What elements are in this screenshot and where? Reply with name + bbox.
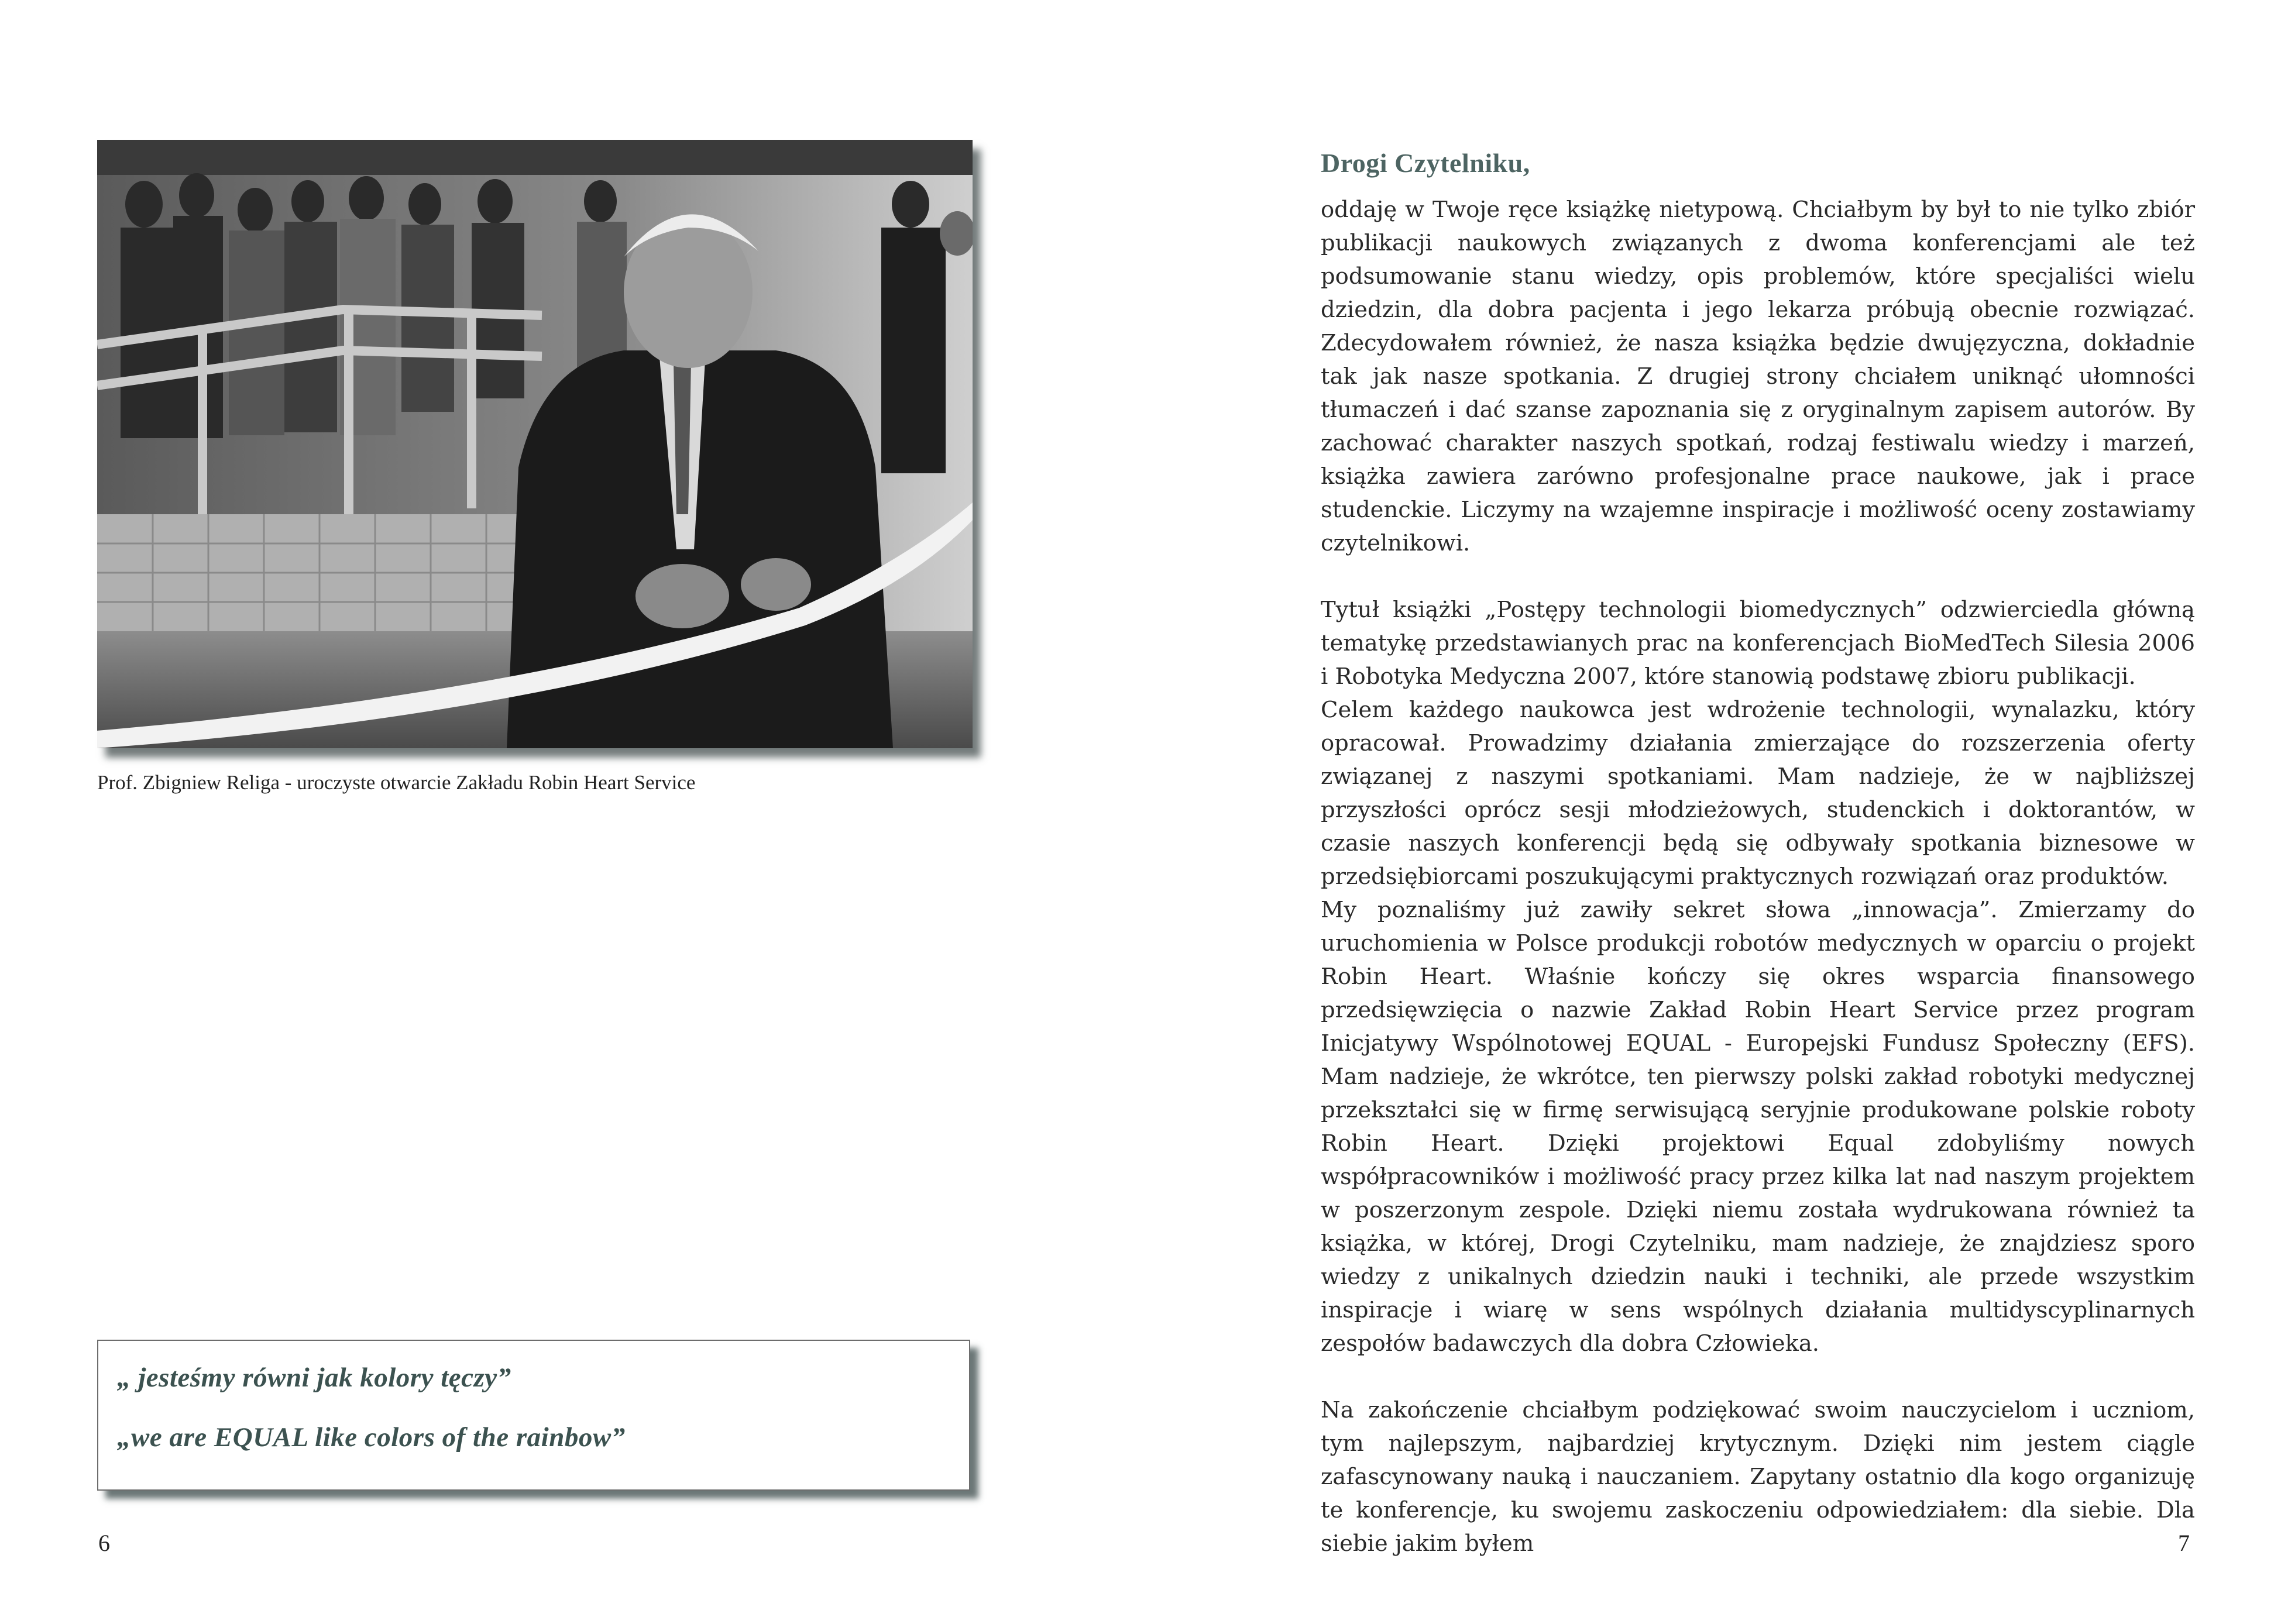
photo-illustration [97, 140, 973, 748]
letter-body [1321, 193, 2195, 1560]
greeting-heading: Drogi Czytelniku, [1321, 148, 1530, 178]
quote-english: „we are EQUAL like colors of the rainbow” [117, 1422, 626, 1453]
paragraph-title: Tytuł książki „Postępy technologii biomedycznych” odzwierciedla główną tematykę przedstawianych prac na konferencjach BioMedTech Silesia 2006 i Robotyka Medyczna 2007, które stanowią podstawę zbioru publikacji. [1321, 597, 2195, 690]
right-page [1140, 0, 2281, 1624]
photo-caption: Prof. Zbigniew Religa - uroczyste otwarcie Zakładu Robin Heart Service [97, 771, 696, 794]
page-number-right: 7 [2178, 1530, 2190, 1556]
quote-box [97, 1340, 970, 1491]
quote-polish: „ jesteśmy równi jak kolory tęczy” [117, 1362, 511, 1393]
paragraph-intro: oddaję w Twoje ręce książkę nietypową. Chciałbym by był to nie tylko zbiór publikacji naukowych związanych z dwoma konferencjami ale też podsumowanie stanu wiedzy, opis problemów, które specjaliści wielu dziedzin, dla dobra pacjenta i jego lekarza próbują obecnie rozwiązać. Zdecydowałem również, że nasza książka będzie dwujęzyczna, dokładnie tak jak nasze spotkania. Z drugiej strony chciałem uniknąć ułomności tłumaczeń i dać szanse zapoznania się z oryginalnym zapisem autorów. By zachować charakter naszych spotkań, rodzaj festiwalu wiedzy i marzeń, książka zawiera zarówno profesjonalne prace naukowe, jak i prace studenckie. Liczymy na wzajemne inspiracje i możliwość oceny zostawiamy czytelnikowi. [1321, 197, 2195, 556]
paragraph-innovation: My poznaliśmy już zawiły sekret słowa „innowacja”. Zmierzamy do uruchomienia w Polsce produkcji robotów medycznych w oparciu o projekt Robin Heart. Właśnie kończy się okres wsparcia finansowego przedsięwzięcia o nazwie Zakład Robin Heart Service przez program Inicjatywy Wspólnotowej EQUAL - Europejski Fundusz Społeczny (EFS). Mam nadzieje, że wkrótce, ten pierwszy polski zakład robotyki medycznej przekształci się w firmę serwisującą seryjnie produkowane polskie roboty Robin Heart. Dzięki projektowi Equal zdobyliśmy nowych współpracowników i możliwość pracy przez kilka lat nad naszym projektem w poszerzonym zespole. Dzięki niemu została wydrukowana również ta książka, w której, Drogi Czytelniku, mam nadzieje, że znajdziesz sporo wiedzy z unikalnych dziedzin nauki i techniki, ale przede wszystkim inspiracje i wiarę w sens wspólnych działania multidyscyplinarnych zespołów badawczych dla dobra Człowieka. [1321, 897, 2195, 1357]
paragraph-goal: Celem każdego naukowca jest wdrożenie technologii, wynalazku, który opracował. Prowadzimy działania zmierzające do rozszerzenia oferty związanej z naszymi spotkaniami. Mam nadzieje, że w najbliższej przyszłości oprócz sesji młodzieżowych, studenckich i doktorantów, w czasie naszych konferencji będą się odbywały spotkania biznesowe w przedsiębiorcami poszukującymi praktycznych rozwiązań oraz produktów. [1321, 697, 2195, 890]
paragraph-closing: Na zakończenie chciałbym podziękować swoim nauczycielom i uczniom, tym najlepszym, najbardziej krytycznym. Dzięki nim jestem ciągle zafascynowany nauką i nauczaniem. Zapytany ostatnio dla kogo organizuję te konferencje, ku swojemu zaskoczeniu odpowiedziałem: dla siebie. Dla siebie jakim byłem [1321, 1397, 2195, 1557]
left-page [0, 0, 1140, 1624]
page-number-left: 6 [98, 1530, 110, 1556]
ribbon-cutting-photo [97, 140, 973, 748]
